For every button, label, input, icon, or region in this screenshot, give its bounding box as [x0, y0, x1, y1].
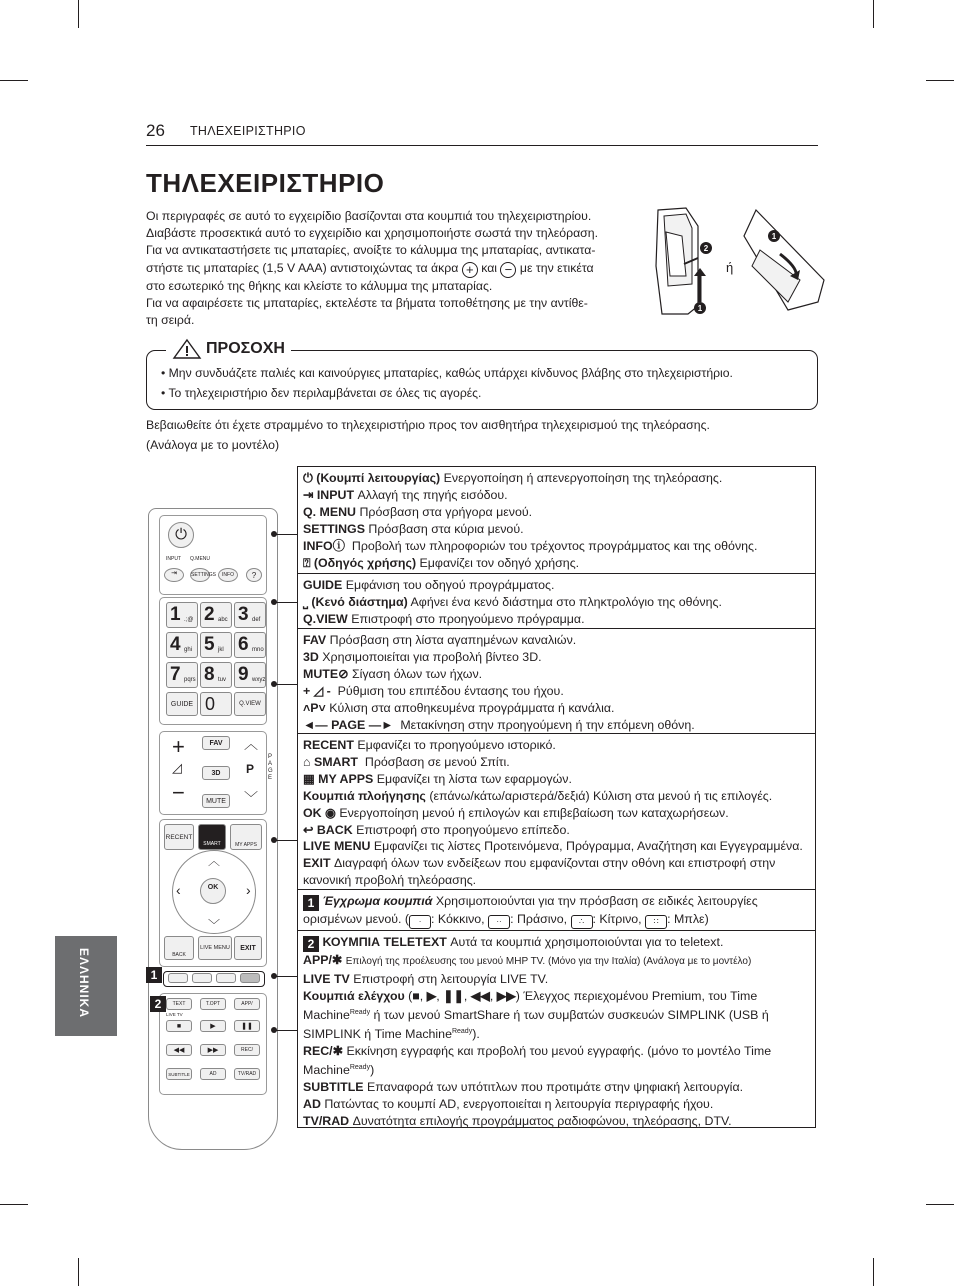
rewind-icon: ◀◀ — [166, 1044, 192, 1056]
remote-3d-button: 3D — [202, 766, 230, 780]
language-tab: ΕΛΛΗΝΙΚΑ — [55, 936, 117, 1036]
guide-box: GUIDE Εμφάνιση του οδηγού προγράμματος. ⎵ (Κενό διάστημα) Αφήνει ένα κενό διάστημα στο πληκτρολόγιο της οθόνης. Q.VIEW Επιστροφή στο προηγούμενο πρόγραμμα. — [297, 573, 816, 629]
input-icon: ⇥ — [164, 568, 184, 582]
crop-mark — [926, 1204, 954, 1205]
remote-num-9: 9 wxyz — [234, 662, 266, 688]
back-icon: ↩ — [303, 822, 314, 837]
remote-mute-button: MUTE — [202, 794, 230, 808]
stop-icon: ■ — [166, 1020, 192, 1032]
color-buttons-box: 1 Έγχρωμα κουμπιά Χρησιμοποιούνται για την πρόσβαση σε ειδικές λειτουργίες ορισμένων μενού. ( · : Κόκκινο, ·· : Πράσινο, ∴ : Κίτρινο, ∷ : Μπλε) — [297, 889, 816, 931]
fast-forward-icon: ▶▶ — [496, 988, 516, 1003]
chevron-down-icon: ˅ — [318, 700, 326, 715]
remote-num-3: 3 def — [234, 602, 266, 628]
volume-down-icon: − — [172, 780, 185, 805]
intro-line: τη σειρά. — [146, 313, 195, 328]
remote-num-6: 6 mno — [234, 632, 266, 658]
remote-zero-button: 0 — [200, 692, 232, 716]
mute-icon: ⊘ — [338, 666, 349, 681]
volume-icon: ◿ — [172, 760, 182, 775]
crop-mark — [873, 1258, 874, 1286]
remote-num-8: 8 tuv — [200, 662, 232, 688]
asterisk-icon: ✱ — [331, 953, 343, 967]
remote-livetv-label: LIVE TV — [166, 1012, 183, 1017]
remote-num-5: 5 jkl — [200, 632, 232, 658]
remote-volume-section — [159, 731, 273, 815]
page-title: ΤΗΛΕΧΕΙΡΙΣΤΗΡΙΟ — [146, 168, 385, 198]
leader-dot — [271, 531, 277, 537]
info-icon: ⓘ — [332, 538, 345, 553]
user-guide-icon: ? — [246, 568, 262, 582]
channel-down-icon: ﹀ — [244, 790, 258, 806]
remote-num-1: 1 .;@ — [166, 602, 198, 628]
navigation-box: RECENT Εμφανίζει το προηγούμενο ιστορικό. ⌂ SMART Πρόσβαση σε μενού Σπίτι. ▦ MY APPS Εμφανίζει τη λίστα των εφαρμογών. Κουμπιά πλοήγησης (επάνω/κάτω/αριστερά/δεξιά) Κύλιση στα μενού ή τις επιλογές. OK ◉ Ενεργοποίηση μενού ή επιλογών και επιβεβαίωση των καταχωρήσεων. ↩ BACK Επιστροφή στο προηγούμενο επίπεδο. LIVE MENU Εμφανίζει τις λίστες Προτεινόμενα, Πρόγραμμα, Αναζήτηση και Εγγεγραμμένα. EXIT Διαγραφή όλων των ενδείξεων που εμφανίζονται στην οθόνη και επιστροφή στην κανονική προβολή τηλεόρασης. — [297, 733, 816, 890]
power-icon: ⏻ — [303, 471, 313, 485]
step2-label: 2 — [703, 244, 709, 253]
rewind-icon: ◀◀ — [470, 988, 490, 1003]
channel-up-icon: ︿ — [244, 736, 258, 752]
red-button-icon: · — [409, 915, 431, 929]
intro-line: Για να αφαιρέσετε τις μπαταρίες, εκτελέστε τα βήματα τοποθέτησης με την αντίθε- — [146, 295, 588, 310]
remote-myapps-button: MY APPS — [230, 824, 262, 850]
user-guide-icon: ⍰ — [303, 555, 311, 570]
remote-info-button: INFO — [218, 568, 238, 582]
power-input-box: ⏻ (Κουμπί λειτουργίας) Ενεργοποίηση ή απενεργοποίηση της τηλεόρασης. ⇥ INPUT Αλλαγή της πηγής εισόδου. Q. MENU Πρόσβαση στα γρήγορα μενού. SETTINGS Πρόσβαση στα κύρια μενού. INFOⓘ Προβολή των πληροφοριών του τρέχοντος προγράμματος και της οθόνης. ⍰ (Οδηγός χρήσης) Εμφανίζει τον οδηγό χρήσης. — [297, 466, 816, 574]
battery-illustration — [648, 206, 826, 318]
blue-button — [240, 973, 260, 983]
marker-1-icon: 1 — [303, 895, 319, 911]
arrow-down-icon: ﹀ — [208, 918, 221, 932]
remote-guide-button: GUIDE — [166, 692, 198, 716]
remote-control-illustration — [148, 508, 278, 1150]
remote-teletext-section — [159, 993, 267, 1095]
remote-top-section — [159, 515, 267, 595]
leader-line — [274, 602, 298, 603]
remote-input-label: INPUT — [166, 556, 181, 562]
remote-tvrad-button: TV/RAD — [234, 1068, 260, 1080]
intro-line: στο εσωτερικό της θήκης και κλείστε το κάλυμμα της μπαταρίας. — [146, 278, 493, 293]
page-right-icon: —► — [368, 717, 394, 732]
play-icon: ▶ — [200, 1020, 226, 1032]
remote-num-4: 4 ghi — [166, 632, 198, 658]
remote-app-button: APP/ — [234, 998, 260, 1010]
leader-line — [274, 840, 298, 841]
leader-line — [274, 1030, 298, 1031]
leader-line — [274, 534, 298, 535]
plus-icon: + — [462, 262, 478, 278]
marker-2-icon: 2 — [303, 936, 319, 952]
leader-line — [274, 976, 298, 977]
page-left-icon: ◄— — [303, 717, 328, 732]
intro-paragraph — [146, 208, 632, 329]
yellow-button-icon: ∴ — [571, 915, 593, 929]
remote-page-label: PAGE — [268, 754, 273, 781]
green-button — [192, 973, 212, 983]
warning-icon — [172, 338, 202, 360]
remote-topt-button: T.OPT — [200, 998, 226, 1010]
caution-item: • Το τηλεχειριστήριο δεν περιλαμβάνεται σε όλες τις αγορές. — [161, 383, 733, 403]
space-icon: ⎵ — [303, 594, 308, 609]
leader-dot — [271, 599, 277, 605]
leader-dot — [271, 837, 277, 843]
pause-icon: ❚❚ — [443, 988, 464, 1003]
ok-icon: ◉ — [325, 805, 336, 820]
remote-qmenu-label: Q.MENU — [190, 556, 210, 562]
remote-qview-button: Q.VIEW — [234, 692, 266, 716]
blue-button-icon: ∷ — [645, 915, 667, 929]
input-icon: ⇥ — [303, 487, 314, 502]
leader-dot — [271, 1027, 277, 1033]
marker-1: 1 — [146, 967, 162, 983]
remote-color-buttons — [163, 971, 265, 987]
intro-line: Για να αντικαταστήσετε τις μπαταρίες, ανοίξτε το κάλυμμα της μπαταρίας, αντικατα- — [146, 243, 596, 258]
remote-num-7: 7 pqrs — [166, 662, 198, 688]
yellow-button — [216, 973, 236, 983]
remote-settings-button: SETTINGS — [190, 568, 210, 582]
crop-mark — [873, 0, 874, 28]
crop-mark — [0, 1204, 28, 1205]
asterisk-icon: ✱ — [332, 1043, 343, 1058]
intro-line: Διαβάστε προσεκτικά αυτό το εγχειρίδιο και χρησιμοποιήστε σωστά την τηλεόραση. — [146, 226, 599, 241]
minus-icon: − — [500, 262, 516, 278]
marker-2: 2 — [150, 996, 166, 1012]
remote-ok-button: OK — [200, 878, 226, 904]
play-icon: ▶ — [426, 988, 437, 1003]
power-icon: ⏻ — [168, 522, 194, 548]
intro-line: στήστε τις μπαταρίες (1,5 V AAA) αντιστοιχώντας τα άκρα + και − με την ετικέτα — [146, 260, 594, 277]
crop-mark — [78, 1258, 79, 1286]
home-icon: ⌂ — [303, 754, 311, 769]
crop-mark — [78, 0, 79, 28]
remote-text-button: TEXT — [166, 998, 192, 1010]
running-header: ΤΗΛΕΧΕΙΡΙΣΤΗΡΙΟ — [190, 124, 306, 138]
arrow-left-icon: ‹ — [176, 882, 181, 898]
remote-back-button: BACK — [164, 936, 194, 960]
arrow-up-icon: ︿ — [208, 854, 221, 868]
caution-title: ΠΡΟΣΟΧΗ — [206, 340, 285, 357]
remote-exit-button: EXIT — [234, 936, 262, 960]
leader-dot — [271, 973, 277, 979]
stop-icon: ■ — [412, 988, 420, 1003]
page-number: 26 — [146, 121, 165, 140]
caution-heading — [166, 338, 291, 360]
arrow-right-icon: › — [246, 882, 251, 898]
volume-box: FAV Πρόσβαση στη λίστα αγαπημένων καναλιών. 3D Χρησιμοποιείται για προβολή βίντεο 3D. MUTE⊘ Σίγαση όλων των ήχων. + ◿ - Ρύθμιση του επιπέδου έντασης του ήχου. ˄P˅ Κύλιση στα αποθηκευμένα προγράμματα ή κανάλια. ◄— PAGE —► Μετακίνηση στην προηγούμενη ή την επόμενη οθόνη. — [297, 628, 816, 734]
pause-icon: ❚❚ — [234, 1020, 260, 1032]
volume-up-icon: + — [172, 734, 185, 759]
crop-mark — [926, 80, 954, 81]
remote-subtitle-button: SUBTITLE — [166, 1068, 192, 1080]
step1-label: 1 — [697, 304, 703, 313]
remote-ad-button: AD — [200, 1068, 226, 1080]
remote-livemenu-button: LIVE MENU — [198, 936, 232, 960]
remote-p-label: P — [246, 762, 255, 776]
intro-line: Οι περιγραφές σε αυτό το εγχειρίδιο βασίζονται στα κουμπιά του τηλεχειριστηρίου. — [146, 209, 592, 223]
or-label: ή — [726, 260, 734, 275]
aim-note: Βεβαιωθείτε ότι έχετε στραμμένο το τηλεχειριστήριο προς τον αισθητήρα τηλεχειρισμού της τηλεόρασης. — [146, 418, 710, 432]
chevron-up-icon: ˄ — [303, 700, 311, 715]
remote-recent-button: RECENT — [164, 824, 194, 850]
apps-grid-icon: ▦ — [303, 771, 315, 786]
crop-mark — [0, 80, 28, 81]
leader-line — [274, 684, 298, 685]
red-button — [168, 973, 188, 983]
teletext-box: 2 ΚΟΥΜΠΙΑ TELETEXT Αυτά τα κουμπιά χρησιμοποιούνται για το teletext. APP/✱ Επιλογή της προέλευσης του μενού MHP TV. (Μόνο για την Ιταλία) (Ανάλογα με το μοντέλο) LIVE TV Επιστροφή στη λειτουργία LIVE TV. Κουμπιά ελέγχου (■, ▶, ❚❚, ◀◀, ▶▶) Έλεγχος περιεχομένου Premium, του Time Machine$^{Ready}$ ή των μενού SmartShare ή των συμβατών συσκευών SIMPLINK (USB ή SIMPLINK ή Time Machine$^{Ready}$). REC/✱ Εκκίνηση εγγραφής και προβολή του μενού εγγραφής. (μόνο το μοντέλο Time Machine$^{Ready}$) SUBTITLE Επαναφορά των υπότιτλων που προτιμάτε στην ψηφιακή λειτουργία. AD Πατώντας το κουμπί AD, ενεργοποιείται η λειτουργία περιγραφής ήχου. TV/RAD Δυνατότητα επιλογής προγράμματος ραδιοφώνου, τηλεόρασης, DTV. — [297, 930, 816, 1128]
caution-item: • Μην συνδυάζετε παλιές και καινούργιες μπαταρίες, καθώς υπάρχει κίνδυνος βλάβης στο τηλεχειριστήριο. — [161, 363, 733, 383]
leader-dot — [271, 681, 277, 687]
green-button-icon: ·· — [488, 915, 510, 929]
remote-fav-button: FAV — [202, 736, 230, 750]
model-note: (Ανάλογα με το μοντέλο) — [146, 438, 280, 452]
header-rule — [146, 145, 818, 146]
remote-rec-button: REC/ — [234, 1044, 260, 1056]
remote-nav-section — [159, 819, 267, 967]
remote-smart-button: SMART — [198, 824, 226, 850]
remote-number-section — [159, 597, 267, 725]
step1b-label: 1 — [771, 232, 777, 241]
fast-forward-icon: ▶▶ — [200, 1044, 226, 1056]
remote-num-2: 2 abc — [200, 602, 232, 628]
